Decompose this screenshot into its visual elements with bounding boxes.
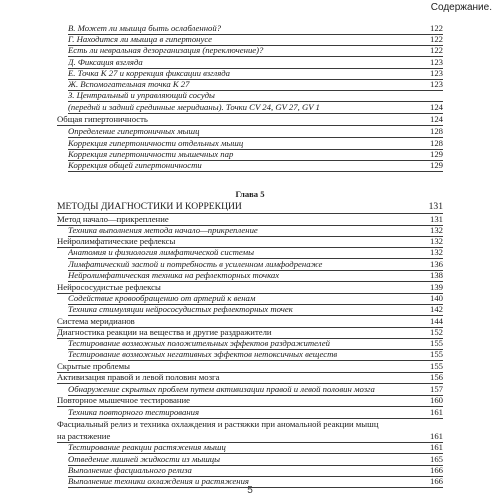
toc-entry-title: Отведение лишней жидкости из мышцы bbox=[68, 453, 221, 464]
toc-entry-page: 132 bbox=[429, 246, 443, 257]
toc-entry-page: 123 bbox=[429, 67, 443, 78]
toc-entry-page: 142 bbox=[429, 303, 443, 314]
toc-entry-page: 156 bbox=[429, 371, 443, 382]
running-header: Содержание. bbox=[430, 2, 492, 13]
toc-entry-page: 152 bbox=[429, 326, 443, 337]
toc-entry-title: Активизация правой и левой половин мозга bbox=[57, 371, 220, 382]
toc-entry-page: 157 bbox=[429, 383, 443, 394]
toc-entry-page: 129 bbox=[429, 159, 443, 170]
toc-entry-page: 124 bbox=[429, 113, 443, 124]
toc-entry-title: Ж. Вспомогательная точка К 27 bbox=[68, 78, 190, 89]
toc-entry-title: Выполнение техники охлаждения и растяжения bbox=[68, 475, 249, 486]
toc-entry-title: на растяжение bbox=[57, 430, 111, 441]
toc-entry-title: Г. Находится ли мышца в гипертонусе bbox=[68, 33, 212, 44]
toc-entry-title: Техника стимуляции нейрососудистых рефлекторных точек bbox=[68, 303, 293, 314]
toc-entry-title: Определение гипертоничных мышц bbox=[68, 125, 200, 136]
toc-entry-title: Скрытые проблемы bbox=[57, 360, 130, 371]
toc-entry-page: 161 bbox=[429, 406, 443, 417]
toc-entry-page: 165 bbox=[429, 453, 443, 464]
page-number: 5 bbox=[247, 485, 253, 496]
toc-entry-page: 166 bbox=[429, 464, 443, 475]
toc-entry-page: 155 bbox=[429, 348, 443, 359]
toc-entry-title: Выполнение фасциального релиза bbox=[68, 464, 192, 475]
toc-entry-title: Нейролимфатическая техника на рефлекторных точках bbox=[68, 269, 280, 280]
toc-entry-title: Д. Фиксация взгляда bbox=[68, 56, 143, 67]
toc-entry-title: Общая гипертоничность bbox=[57, 113, 148, 124]
toc-entry-page: 123 bbox=[429, 56, 443, 67]
toc-entry-title: Техника повторного тестирования bbox=[68, 406, 200, 417]
toc-entry-page: 160 bbox=[429, 394, 443, 405]
toc-entry-page: 122 bbox=[429, 33, 443, 44]
toc-entry-title: Тестирование возможных положительных эффектов раздражителей bbox=[68, 337, 330, 348]
toc-entry bbox=[57, 418, 443, 430]
toc-entry-title: Е. Точка К 27 и коррекция фиксации взгляда bbox=[68, 67, 230, 78]
toc-entry-page: 144 bbox=[429, 315, 443, 326]
toc-entry-page: 131 bbox=[429, 213, 443, 224]
toc-entry-page: 132 bbox=[429, 235, 443, 246]
toc-entry bbox=[68, 159, 443, 172]
toc-entry-title: Анатомия и физиология лимфатической системы bbox=[68, 246, 254, 257]
toc-entry-page: 122 bbox=[429, 44, 443, 55]
toc-entry-title: Коррекция гипертоничности мышечных пар bbox=[68, 148, 234, 159]
chapter-title: Глава 5 bbox=[235, 189, 265, 199]
toc-entry-title: МЕТОДЫ ДИАГНОСТИКИ И КОРРЕКЦИИ bbox=[57, 200, 242, 212]
toc-entry-page: 124 bbox=[429, 101, 443, 112]
toc-entry-page: 155 bbox=[429, 337, 443, 348]
toc-entry-title: Содействие кровообращению от артерий к венам bbox=[68, 292, 256, 303]
toc-entry-title: Есть ли невральная дезорганизация (переключение)? bbox=[68, 44, 264, 55]
toc-entry-page: 122 bbox=[429, 22, 443, 33]
toc-entry-page: 155 bbox=[429, 360, 443, 371]
toc-entry-title: В. Может ли мышца быть ослабленной? bbox=[68, 22, 222, 33]
toc-entry-page: 166 bbox=[429, 475, 443, 486]
toc-entry-page: 123 bbox=[429, 78, 443, 89]
toc-entry-title: Коррекция гипертоничности отдельных мышц bbox=[68, 137, 244, 148]
toc-entry-page: 129 bbox=[429, 148, 443, 159]
toc-entry-page: 128 bbox=[429, 125, 443, 136]
toc-entry-title: З. Центральный и управляющий сосуды bbox=[68, 89, 215, 100]
toc-entry-title: Диагностика реакции на вещества и другие раздражители bbox=[57, 326, 272, 337]
toc-entry-title: Техника выполнения метода начало—прикрепление bbox=[68, 224, 258, 235]
toc-entry-title: Фасциальный релиз и техника охлаждения и растяжки при аномальной реакции мышц bbox=[57, 418, 379, 429]
toc-entry-title: Система меридианов bbox=[57, 315, 135, 326]
toc-entry-page: 140 bbox=[429, 292, 443, 303]
toc-entry-page: 131 bbox=[428, 200, 443, 212]
toc-entry-page: 136 bbox=[429, 258, 443, 269]
toc-entry-page: 132 bbox=[429, 224, 443, 235]
toc-entry-title: Лимфатический застой и потребность в усиленном лимфодренаже bbox=[68, 258, 323, 269]
toc-entry-title: Нейрососудистые рефлексы bbox=[57, 281, 161, 292]
toc-entry-title: Метод начало—прикрепление bbox=[57, 213, 169, 224]
toc-entry-title: Нейролимфатические рефлексы bbox=[57, 235, 176, 246]
toc-entry-page: 138 bbox=[429, 269, 443, 280]
toc-entry-title: Коррекция общей гипертоничности bbox=[68, 159, 202, 170]
toc-entry-page: 161 bbox=[429, 430, 443, 441]
toc-entry-title: Повторное мышечное тестирование bbox=[57, 394, 191, 405]
toc-entry-title: Обнаружение скрытых проблем путем активизации правой и левой половин мозга bbox=[68, 383, 375, 394]
toc-entry-title: (переднй и задний срединные меридианы). Точки CV 24, GV 27, GV 1 bbox=[68, 101, 320, 112]
toc-entry-title: Тестирование возможных негативных эффектов нетоксичных веществ bbox=[68, 348, 338, 359]
toc-entry-title: Тестирование реакции растяжения мышц bbox=[68, 441, 226, 452]
toc-entry-page: 161 bbox=[429, 441, 443, 452]
toc-entry-page: 139 bbox=[429, 281, 443, 292]
toc-entry-page: 128 bbox=[429, 137, 443, 148]
